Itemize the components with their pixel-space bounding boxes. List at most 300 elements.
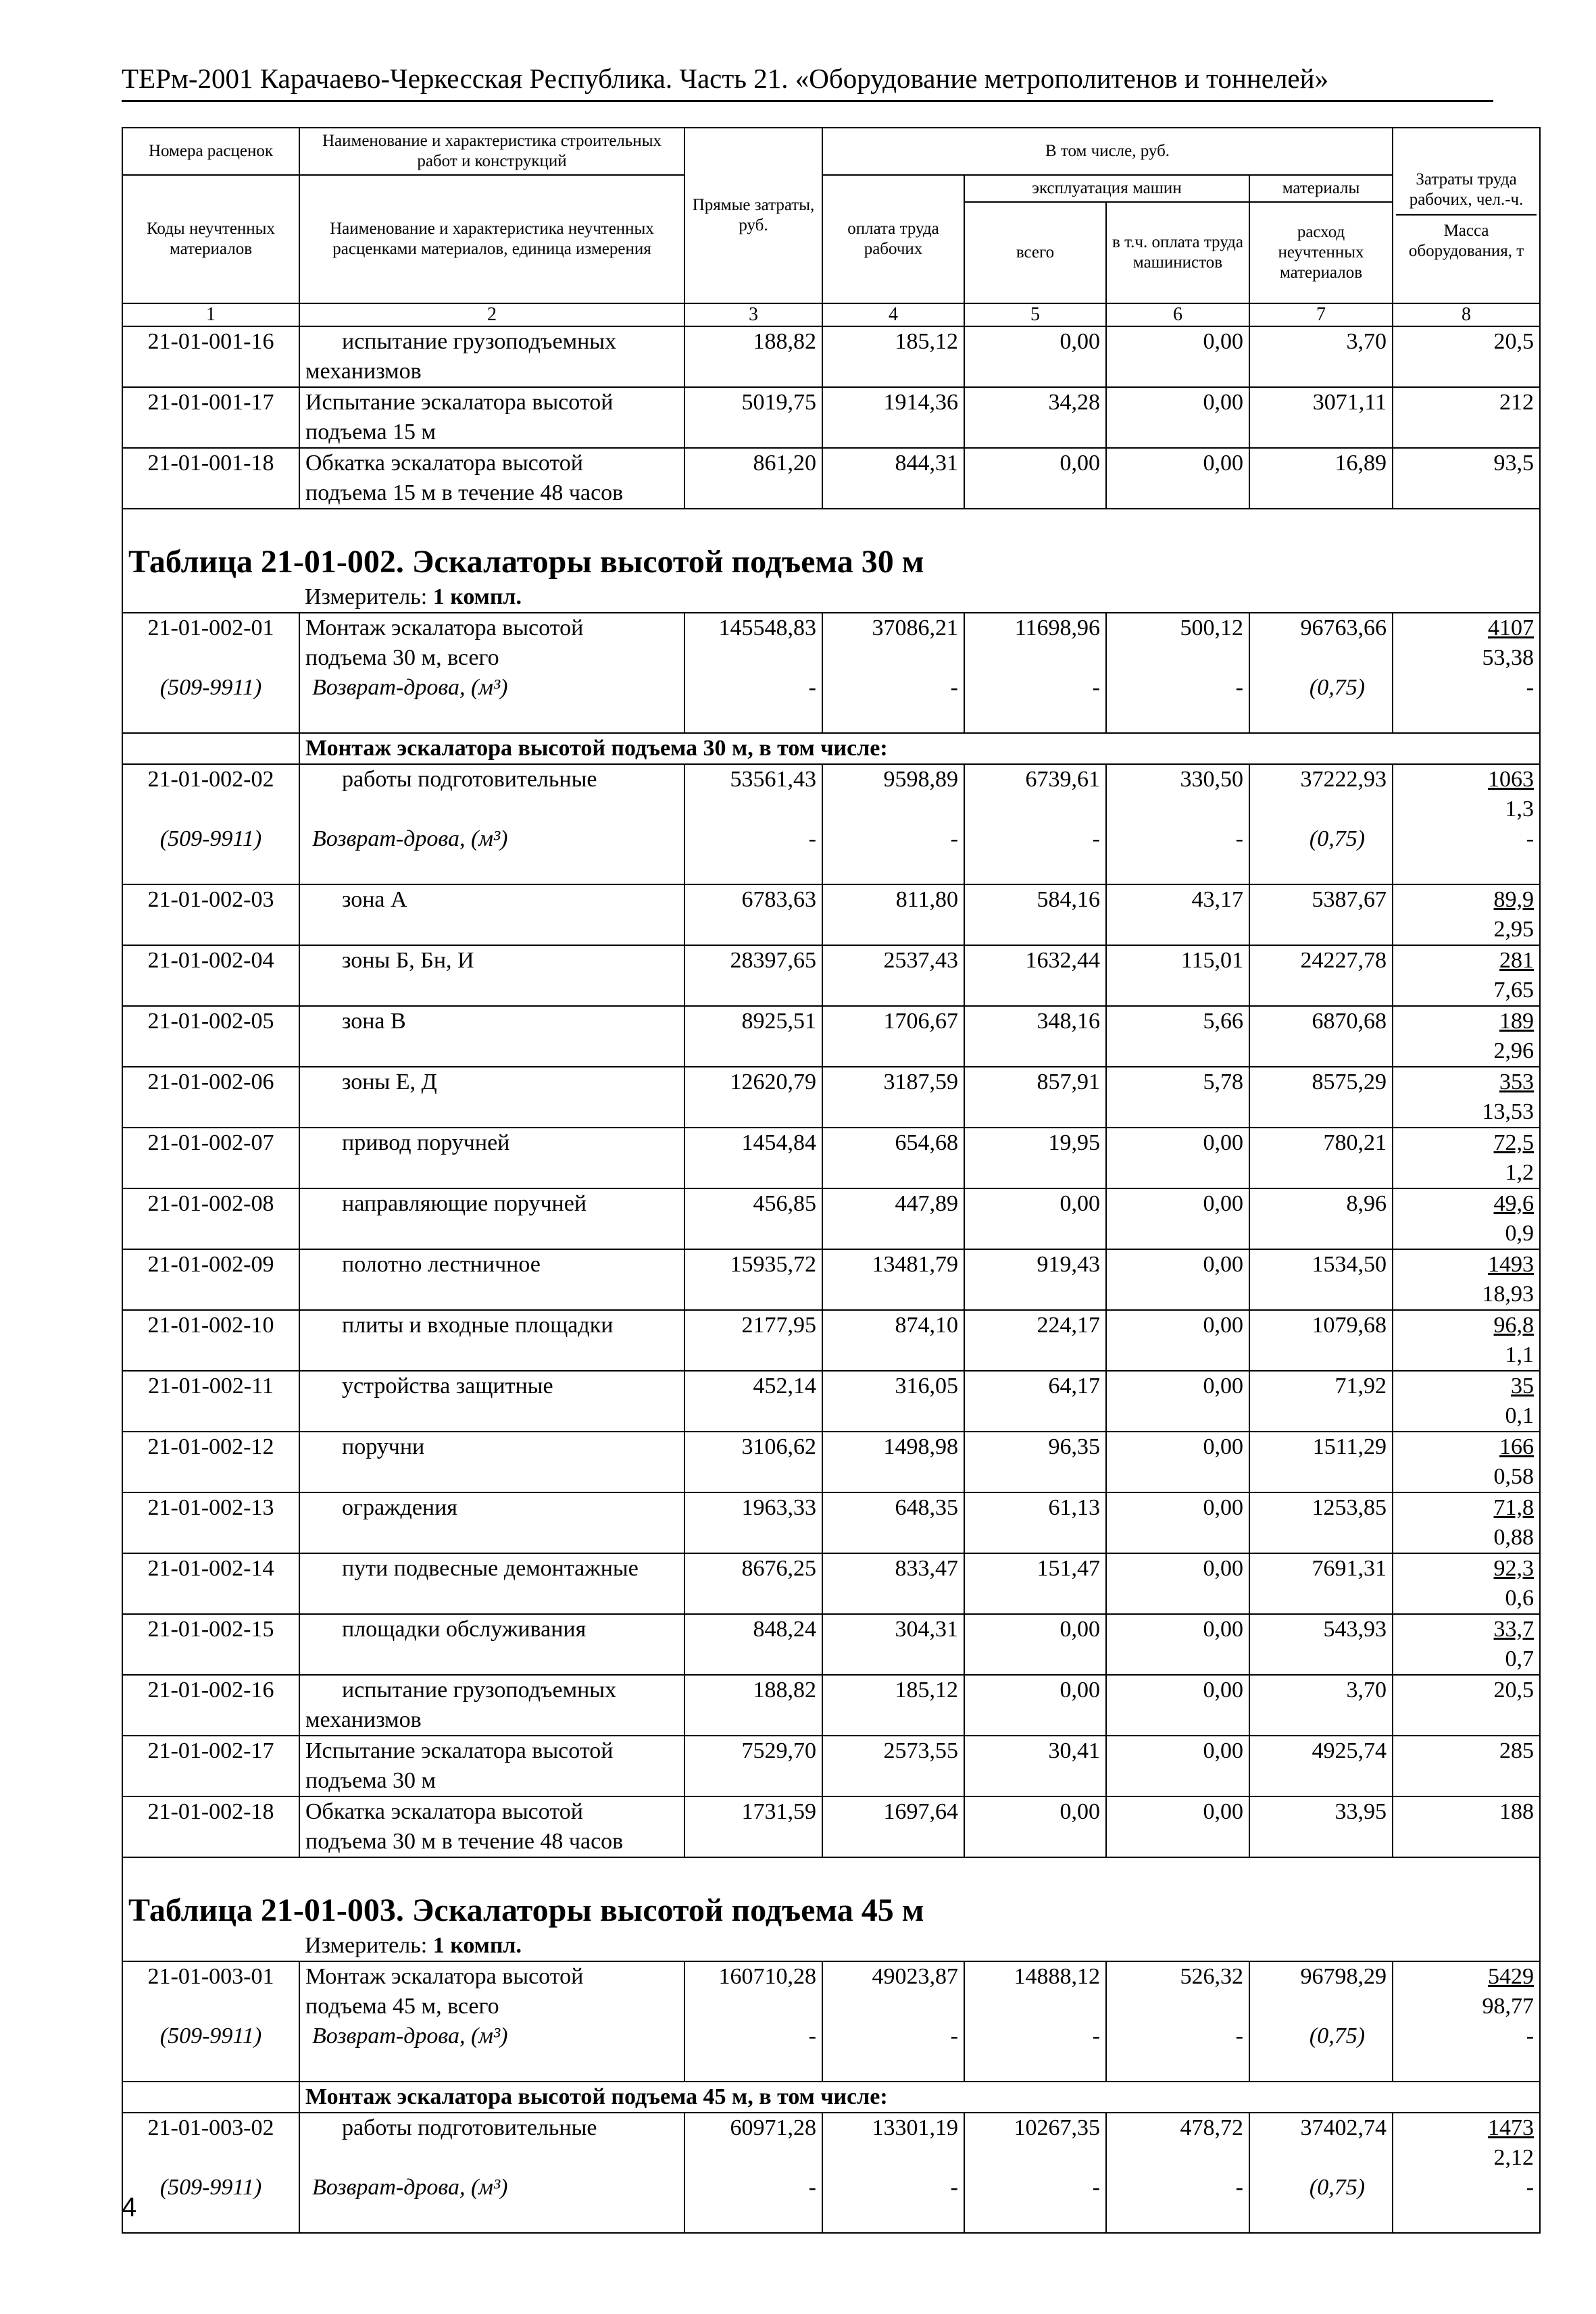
labor-effort: 93,5 bbox=[1393, 448, 1540, 509]
direct-cost: 1454,84 bbox=[684, 1128, 822, 1188]
rate-code: 21-01-002-10 bbox=[122, 1310, 299, 1371]
materials-cost: 96798,29 bbox=[1249, 1961, 1393, 2021]
table-row bbox=[122, 1796, 1540, 1857]
labor-effort bbox=[1393, 2113, 1540, 2173]
labor-effort bbox=[1393, 1128, 1540, 1188]
machine-cost: 11698,96 bbox=[964, 613, 1106, 673]
rate-name bbox=[299, 613, 684, 673]
material-mach: - bbox=[964, 2021, 1106, 2082]
materials-cost: 1253,85 bbox=[1249, 1492, 1393, 1553]
material-mach-pay: - bbox=[1106, 2173, 1249, 2233]
col-num: 1 bbox=[122, 303, 299, 326]
header-labor-costs bbox=[1393, 128, 1540, 303]
labor-pay: 874,10 bbox=[822, 1310, 964, 1371]
rate-name-line: Испытание эскалатора высотой bbox=[305, 1738, 614, 1763]
direct-cost: 456,85 bbox=[684, 1188, 822, 1249]
rate-code: 21-01-002-15 bbox=[122, 1614, 299, 1675]
header-machine-total: всего bbox=[964, 202, 1106, 303]
col-num: 3 bbox=[684, 303, 822, 326]
material-mat: (0,75) bbox=[1249, 824, 1393, 884]
machinist-pay: 0,00 bbox=[1106, 1249, 1249, 1310]
rate-name bbox=[299, 1128, 684, 1188]
labor-effort bbox=[1393, 1614, 1540, 1675]
labor-effort bbox=[1393, 1249, 1540, 1310]
labor-effort: 212 bbox=[1393, 387, 1540, 448]
labor-effort-value: 71,8 bbox=[1493, 1495, 1535, 1520]
rate-name bbox=[299, 1188, 684, 1249]
labor-effort bbox=[1393, 1736, 1540, 1796]
machine-cost: 584,16 bbox=[964, 884, 1106, 945]
machine-cost: 0,00 bbox=[964, 448, 1106, 509]
machinist-pay: 5,78 bbox=[1106, 1067, 1249, 1128]
machine-cost: 10267,35 bbox=[964, 2113, 1106, 2173]
table-row bbox=[122, 1310, 1540, 1371]
rate-name bbox=[299, 1796, 684, 1857]
table-row bbox=[122, 2173, 1540, 2233]
material-name: Возврат-дрова, (м³) bbox=[299, 2021, 684, 2082]
materials-cost: 24227,78 bbox=[1249, 945, 1393, 1006]
table-002-prep bbox=[122, 764, 1540, 884]
rate-code: 21-01-002-07 bbox=[122, 1128, 299, 1188]
labor-pay: 1706,67 bbox=[822, 1006, 964, 1067]
table-row bbox=[122, 448, 1540, 509]
machine-cost: 151,47 bbox=[964, 1553, 1106, 1614]
rate-name bbox=[299, 2113, 684, 2173]
rate-name-line: Обкатка эскалатора высотой bbox=[305, 1799, 583, 1824]
materials-cost: 96763,66 bbox=[1249, 613, 1393, 673]
table-002-items bbox=[122, 884, 1540, 1675]
labor-pay: 811,80 bbox=[822, 884, 964, 945]
table-row bbox=[122, 1067, 1540, 1128]
materials-cost: 3,70 bbox=[1249, 326, 1393, 387]
equipment-mass-value: 2,12 bbox=[1493, 2145, 1535, 2170]
labor-effort bbox=[1393, 1796, 1540, 1857]
machine-cost: 0,00 bbox=[964, 1796, 1106, 1857]
machine-cost: 348,16 bbox=[964, 1006, 1106, 1067]
materials-cost: 5387,67 bbox=[1249, 884, 1393, 945]
direct-cost: 8676,25 bbox=[684, 1553, 822, 1614]
rate-name-line: ограждения bbox=[342, 1495, 457, 1520]
labor-effort-value: 189 bbox=[1499, 1009, 1535, 1034]
header-rate-numbers: Номера расценок bbox=[122, 128, 299, 175]
rate-name-line: зона А bbox=[342, 887, 407, 912]
table-003-prep bbox=[122, 2113, 1540, 2233]
table-row bbox=[122, 1614, 1540, 1675]
rate-code: 21-01-002-09 bbox=[122, 1249, 299, 1310]
labor-effort bbox=[1393, 1553, 1540, 1614]
rate-name-line: испытание грузоподъемных bbox=[342, 329, 617, 354]
machinist-pay: 0,00 bbox=[1106, 1188, 1249, 1249]
labor-effort-value: 33,7 bbox=[1493, 1617, 1535, 1642]
direct-cost: 6783,63 bbox=[684, 884, 822, 945]
materials-cost: 71,92 bbox=[1249, 1371, 1393, 1432]
section-title: Таблица 21-01-002. Эскалаторы высотой подъема 30 м bbox=[122, 509, 1540, 582]
subheading: Монтаж эскалатора высотой подъема 30 м, в том числе: bbox=[299, 733, 1540, 764]
materials-cost: 543,93 bbox=[1249, 1614, 1393, 1675]
machine-cost: 0,00 bbox=[964, 1188, 1106, 1249]
equipment-mass-value: 2,95 bbox=[1493, 917, 1535, 942]
table-row bbox=[122, 1128, 1540, 1188]
materials-cost: 6870,68 bbox=[1249, 1006, 1393, 1067]
machine-cost: 857,91 bbox=[964, 1067, 1106, 1128]
subheading-row bbox=[122, 2082, 1540, 2113]
direct-cost: 1963,33 bbox=[684, 1492, 822, 1553]
labor-effort-value: 96,8 bbox=[1493, 1313, 1535, 1338]
rate-name-line: подъема 15 м bbox=[305, 420, 437, 445]
rate-name-line: зоны Б, Бн, И bbox=[342, 948, 474, 973]
col-num: 4 bbox=[822, 303, 964, 326]
rate-name bbox=[299, 1614, 684, 1675]
material-effort: - bbox=[1393, 2173, 1540, 2233]
machine-cost: 0,00 bbox=[964, 1675, 1106, 1736]
material-mach-pay: - bbox=[1106, 824, 1249, 884]
labor-effort-value: 1063 bbox=[1488, 767, 1535, 792]
rate-name bbox=[299, 326, 684, 387]
equipment-mass-value: 0,1 bbox=[1505, 1403, 1535, 1428]
labor-effort bbox=[1393, 1006, 1540, 1067]
rate-name bbox=[299, 1006, 684, 1067]
labor-effort bbox=[1393, 613, 1540, 673]
rate-code: 21-01-002-13 bbox=[122, 1492, 299, 1553]
rate-code: 21-01-002-03 bbox=[122, 884, 299, 945]
rate-name-line: подъема 45 м, всего bbox=[305, 1994, 499, 2019]
table-row bbox=[122, 2021, 1540, 2082]
rate-name-line: подъема 30 м в течение 48 часов bbox=[305, 1829, 624, 1854]
table-row bbox=[122, 1961, 1540, 2021]
rate-name bbox=[299, 1675, 684, 1736]
header-work-name: Наименование и характеристика строительных работ и конструкций bbox=[299, 128, 684, 175]
table-row bbox=[122, 1006, 1540, 1067]
direct-cost: 1731,59 bbox=[684, 1796, 822, 1857]
material-direct: - bbox=[684, 2021, 822, 2082]
direct-cost: 848,24 bbox=[684, 1614, 822, 1675]
machine-cost: 19,95 bbox=[964, 1128, 1106, 1188]
measure-label: Измеритель: bbox=[305, 584, 428, 609]
rate-name-line: зона В bbox=[342, 1009, 406, 1034]
direct-cost: 12620,79 bbox=[684, 1067, 822, 1128]
rate-name-line: направляющие поручней bbox=[342, 1191, 587, 1216]
rate-name-line: механизмов bbox=[305, 1707, 422, 1732]
rate-code: 21-01-002-08 bbox=[122, 1188, 299, 1249]
table-row bbox=[122, 1736, 1540, 1796]
equipment-mass-value: 18,93 bbox=[1482, 1282, 1535, 1307]
direct-cost: 188,82 bbox=[684, 1675, 822, 1736]
labor-effort: 20,5 bbox=[1393, 326, 1540, 387]
rate-name bbox=[299, 945, 684, 1006]
table-002-main bbox=[122, 613, 1540, 733]
rate-name-line: Обкатка эскалатора высотой bbox=[305, 451, 583, 476]
rate-name-line: испытание грузоподъемных bbox=[342, 1678, 617, 1703]
rate-name-line: поручни bbox=[342, 1434, 425, 1459]
labor-pay: 37086,21 bbox=[822, 613, 964, 673]
machine-cost: 64,17 bbox=[964, 1371, 1106, 1432]
labor-pay: 1914,36 bbox=[822, 387, 964, 448]
table-row bbox=[122, 1492, 1540, 1553]
rate-code: 21-01-001-18 bbox=[122, 448, 299, 509]
rate-name-line: подъема 30 м bbox=[305, 1768, 437, 1793]
material-labor: - bbox=[822, 2173, 964, 2233]
labor-pay: 13301,19 bbox=[822, 2113, 964, 2173]
material-mat: (0,75) bbox=[1249, 2173, 1393, 2233]
material-labor: - bbox=[822, 2021, 964, 2082]
machinist-pay: 0,00 bbox=[1106, 326, 1249, 387]
price-table-sheet bbox=[122, 127, 1539, 2234]
material-direct: - bbox=[684, 2173, 822, 2233]
rate-name bbox=[299, 1492, 684, 1553]
rate-code: 21-01-002-01 bbox=[122, 613, 299, 673]
machinist-pay: 0,00 bbox=[1106, 1614, 1249, 1675]
table-003-main bbox=[122, 1961, 1540, 2082]
labor-pay: 49023,87 bbox=[822, 1961, 964, 2021]
header-labor-costs-text: Затраты труда рабочих, чел.-ч. bbox=[1396, 170, 1537, 216]
labor-pay: 447,89 bbox=[822, 1188, 964, 1249]
table-row bbox=[122, 945, 1540, 1006]
material-direct: - bbox=[684, 673, 822, 733]
table-row bbox=[122, 613, 1540, 673]
materials-cost: 7691,31 bbox=[1249, 1553, 1393, 1614]
materials-cost: 780,21 bbox=[1249, 1128, 1393, 1188]
col-num: 6 bbox=[1106, 303, 1249, 326]
rate-name bbox=[299, 448, 684, 509]
direct-cost: 145548,83 bbox=[684, 613, 822, 673]
machinist-pay: 500,12 bbox=[1106, 613, 1249, 673]
table-row bbox=[122, 326, 1540, 387]
machinist-pay: 0,00 bbox=[1106, 1796, 1249, 1857]
machinist-pay: 0,00 bbox=[1106, 1675, 1249, 1736]
rate-name bbox=[299, 1310, 684, 1371]
rate-name-line: Монтаж эскалатора высотой bbox=[305, 615, 584, 640]
machinist-pay: 43,17 bbox=[1106, 884, 1249, 945]
machine-cost: 30,41 bbox=[964, 1736, 1106, 1796]
table-row bbox=[122, 1553, 1540, 1614]
labor-effort bbox=[1393, 884, 1540, 945]
rate-code: 21-01-002-18 bbox=[122, 1796, 299, 1857]
labor-effort bbox=[1393, 1067, 1540, 1128]
table-row bbox=[122, 2113, 1540, 2173]
labor-effort bbox=[1393, 1188, 1540, 1249]
section-title-row bbox=[122, 1857, 1540, 1931]
labor-effort-value: 89,9 bbox=[1493, 887, 1535, 912]
machine-cost: 919,43 bbox=[964, 1249, 1106, 1310]
measure-value: 1 компл. bbox=[432, 584, 522, 609]
equipment-mass-value: 1,3 bbox=[1505, 797, 1535, 822]
direct-cost: 188,82 bbox=[684, 326, 822, 387]
labor-effort bbox=[1393, 764, 1540, 824]
machinist-pay: 0,00 bbox=[1106, 1310, 1249, 1371]
direct-cost: 8925,51 bbox=[684, 1006, 822, 1067]
column-numbers-row bbox=[122, 303, 1540, 326]
labor-pay: 2573,55 bbox=[822, 1736, 964, 1796]
measure-label: Измеритель: bbox=[305, 1933, 428, 1958]
direct-cost: 60971,28 bbox=[684, 2113, 822, 2173]
labor-effort bbox=[1393, 1961, 1540, 2021]
material-mach: - bbox=[964, 824, 1106, 884]
machine-cost: 224,17 bbox=[964, 1310, 1106, 1371]
material-code: (509-9911) bbox=[122, 824, 299, 884]
labor-pay: 9598,89 bbox=[822, 764, 964, 824]
direct-cost: 452,14 bbox=[684, 1371, 822, 1432]
equipment-mass-value: 13,53 bbox=[1482, 1099, 1535, 1124]
equipment-mass-value: 1,1 bbox=[1505, 1342, 1535, 1367]
section-title: Таблица 21-01-003. Эскалаторы высотой подъема 45 м bbox=[122, 1857, 1540, 1931]
labor-pay: 304,31 bbox=[822, 1614, 964, 1675]
labor-pay: 185,12 bbox=[822, 1675, 964, 1736]
header-including: В том числе, руб. bbox=[822, 128, 1393, 175]
labor-pay: 2537,43 bbox=[822, 945, 964, 1006]
direct-cost: 3106,62 bbox=[684, 1432, 822, 1492]
rate-code: 21-01-002-06 bbox=[122, 1067, 299, 1128]
material-mach: - bbox=[964, 673, 1106, 733]
measure bbox=[299, 582, 1540, 613]
header-machinist-pay: в т.ч. оплата труда машинистов bbox=[1106, 202, 1249, 303]
rate-name bbox=[299, 1553, 684, 1614]
rate-code: 21-01-001-16 bbox=[122, 326, 299, 387]
machinist-pay: 0,00 bbox=[1106, 448, 1249, 509]
table-row bbox=[122, 884, 1540, 945]
labor-effort-value: 285 bbox=[1499, 1738, 1535, 1763]
col-num: 7 bbox=[1249, 303, 1393, 326]
labor-pay: 833,47 bbox=[822, 1553, 964, 1614]
machine-cost: 14888,12 bbox=[964, 1961, 1106, 2021]
machinist-pay: 0,00 bbox=[1106, 1128, 1249, 1188]
material-labor: - bbox=[822, 673, 964, 733]
equipment-mass-value: 7,65 bbox=[1493, 978, 1535, 1003]
labor-effort bbox=[1393, 945, 1540, 1006]
machinist-pay: 526,32 bbox=[1106, 1961, 1249, 2021]
rate-code: 21-01-003-02 bbox=[122, 2113, 299, 2173]
direct-cost: 53561,43 bbox=[684, 764, 822, 824]
equipment-mass-value: 0,9 bbox=[1505, 1221, 1535, 1246]
rate-code: 21-01-002-02 bbox=[122, 764, 299, 824]
rate-name-line: работы подготовительные bbox=[342, 2115, 597, 2140]
labor-effort bbox=[1393, 1310, 1540, 1371]
header-material-codes: Коды неучтенных материалов bbox=[122, 175, 299, 303]
rate-name bbox=[299, 1067, 684, 1128]
header-labor-pay: оплата труда рабочих bbox=[822, 175, 964, 303]
measure-value: 1 компл. bbox=[432, 1933, 522, 1958]
materials-cost: 3,70 bbox=[1249, 1675, 1393, 1736]
machine-cost: 96,35 bbox=[964, 1432, 1106, 1492]
materials-cost: 8575,29 bbox=[1249, 1067, 1393, 1128]
table-row bbox=[122, 824, 1540, 884]
measure-row bbox=[122, 1931, 1540, 1961]
direct-cost: 5019,75 bbox=[684, 387, 822, 448]
rate-name bbox=[299, 1371, 684, 1432]
rate-code: 21-01-001-17 bbox=[122, 387, 299, 448]
labor-effort-value: 353 bbox=[1499, 1070, 1535, 1095]
rate-name-line: привод поручней bbox=[342, 1130, 510, 1155]
machinist-pay: 115,01 bbox=[1106, 945, 1249, 1006]
measure bbox=[299, 1931, 1540, 1961]
col-num: 8 bbox=[1393, 303, 1540, 326]
material-name: Возврат-дрова, (м³) bbox=[299, 824, 684, 884]
rate-name-line: подъема 15 м в течение 48 часов bbox=[305, 480, 624, 505]
header-direct-costs: Прямые затраты, руб. bbox=[684, 128, 822, 303]
machine-cost: 34,28 bbox=[964, 387, 1106, 448]
direct-cost: 861,20 bbox=[684, 448, 822, 509]
equipment-mass-value: 0,7 bbox=[1505, 1646, 1535, 1671]
direct-cost: 2177,95 bbox=[684, 1310, 822, 1371]
rate-name bbox=[299, 1961, 684, 2021]
direct-cost: 28397,65 bbox=[684, 945, 822, 1006]
rate-name bbox=[299, 1736, 684, 1796]
material-direct: - bbox=[684, 824, 822, 884]
section-title-row bbox=[122, 509, 1540, 582]
rate-code: 21-01-002-04 bbox=[122, 945, 299, 1006]
equipment-mass-value: 0,6 bbox=[1505, 1586, 1535, 1611]
table-row bbox=[122, 673, 1540, 733]
subheading: Монтаж эскалатора высотой подъема 45 м, в том числе: bbox=[299, 2082, 1540, 2113]
price-table bbox=[122, 127, 1541, 2234]
machinist-pay: 478,72 bbox=[1106, 2113, 1249, 2173]
material-mat: (0,75) bbox=[1249, 673, 1393, 733]
labor-effort-value: 72,5 bbox=[1493, 1130, 1535, 1155]
material-effort: - bbox=[1393, 824, 1540, 884]
materials-cost: 4925,74 bbox=[1249, 1736, 1393, 1796]
labor-effort-value: 1493 bbox=[1488, 1252, 1535, 1277]
rate-name-line: механизмов bbox=[305, 359, 422, 384]
labor-effort-value: 35 bbox=[1511, 1374, 1535, 1399]
rate-name-line: зоны Е, Д bbox=[342, 1070, 437, 1095]
machine-cost: 0,00 bbox=[964, 326, 1106, 387]
table-row bbox=[122, 1371, 1540, 1432]
machinist-pay: 0,00 bbox=[1106, 1736, 1249, 1796]
table-row bbox=[122, 1675, 1540, 1736]
table-row bbox=[122, 764, 1540, 824]
machine-cost: 0,00 bbox=[964, 1614, 1106, 1675]
equipment-mass-value: 2,96 bbox=[1493, 1038, 1535, 1063]
equipment-mass-value: 98,77 bbox=[1482, 1994, 1535, 2019]
labor-effort bbox=[1393, 1432, 1540, 1492]
machinist-pay: 0,00 bbox=[1106, 1371, 1249, 1432]
material-code: (509-9911) bbox=[122, 2021, 299, 2082]
rate-code: 21-01-002-05 bbox=[122, 1006, 299, 1067]
header-materials-consumption: расход неучтенных материалов bbox=[1249, 202, 1393, 303]
table-row bbox=[122, 1249, 1540, 1310]
machinist-pay: 0,00 bbox=[1106, 1553, 1249, 1614]
labor-effort-value: 49,6 bbox=[1493, 1191, 1535, 1216]
table-002-tail bbox=[122, 1675, 1540, 1857]
material-name: Возврат-дрова, (м³) bbox=[299, 2173, 684, 2233]
materials-cost: 1511,29 bbox=[1249, 1432, 1393, 1492]
material-code: (509-9911) bbox=[122, 2173, 299, 2233]
materials-cost: 1534,50 bbox=[1249, 1249, 1393, 1310]
labor-effort-value: 188 bbox=[1499, 1799, 1535, 1824]
table-row bbox=[122, 387, 1540, 448]
rate-name-line: площадки обслуживания bbox=[342, 1617, 587, 1642]
rate-code: 21-01-002-12 bbox=[122, 1432, 299, 1492]
equipment-mass-value: 53,38 bbox=[1482, 645, 1535, 670]
labor-pay: 844,31 bbox=[822, 448, 964, 509]
rate-name-line: подъема 30 м, всего bbox=[305, 645, 499, 670]
equipment-mass-value: 0,58 bbox=[1493, 1464, 1535, 1489]
material-name: Возврат-дрова, (м³) bbox=[299, 673, 684, 733]
rate-code: 21-01-002-17 bbox=[122, 1736, 299, 1796]
materials-cost: 37402,74 bbox=[1249, 2113, 1393, 2173]
rate-name bbox=[299, 884, 684, 945]
machinist-pay: 330,50 bbox=[1106, 764, 1249, 824]
labor-pay: 648,35 bbox=[822, 1492, 964, 1553]
col-num: 5 bbox=[964, 303, 1106, 326]
labor-effort-value: 20,5 bbox=[1493, 1678, 1535, 1703]
machinist-pay: 5,66 bbox=[1106, 1006, 1249, 1067]
rate-name bbox=[299, 1249, 684, 1310]
labor-pay: 1498,98 bbox=[822, 1432, 964, 1492]
measure-row bbox=[122, 582, 1540, 613]
direct-cost: 160710,28 bbox=[684, 1961, 822, 2021]
labor-effort-value: 281 bbox=[1499, 948, 1535, 973]
header-machine-operation: эксплуатация машин bbox=[964, 175, 1249, 202]
